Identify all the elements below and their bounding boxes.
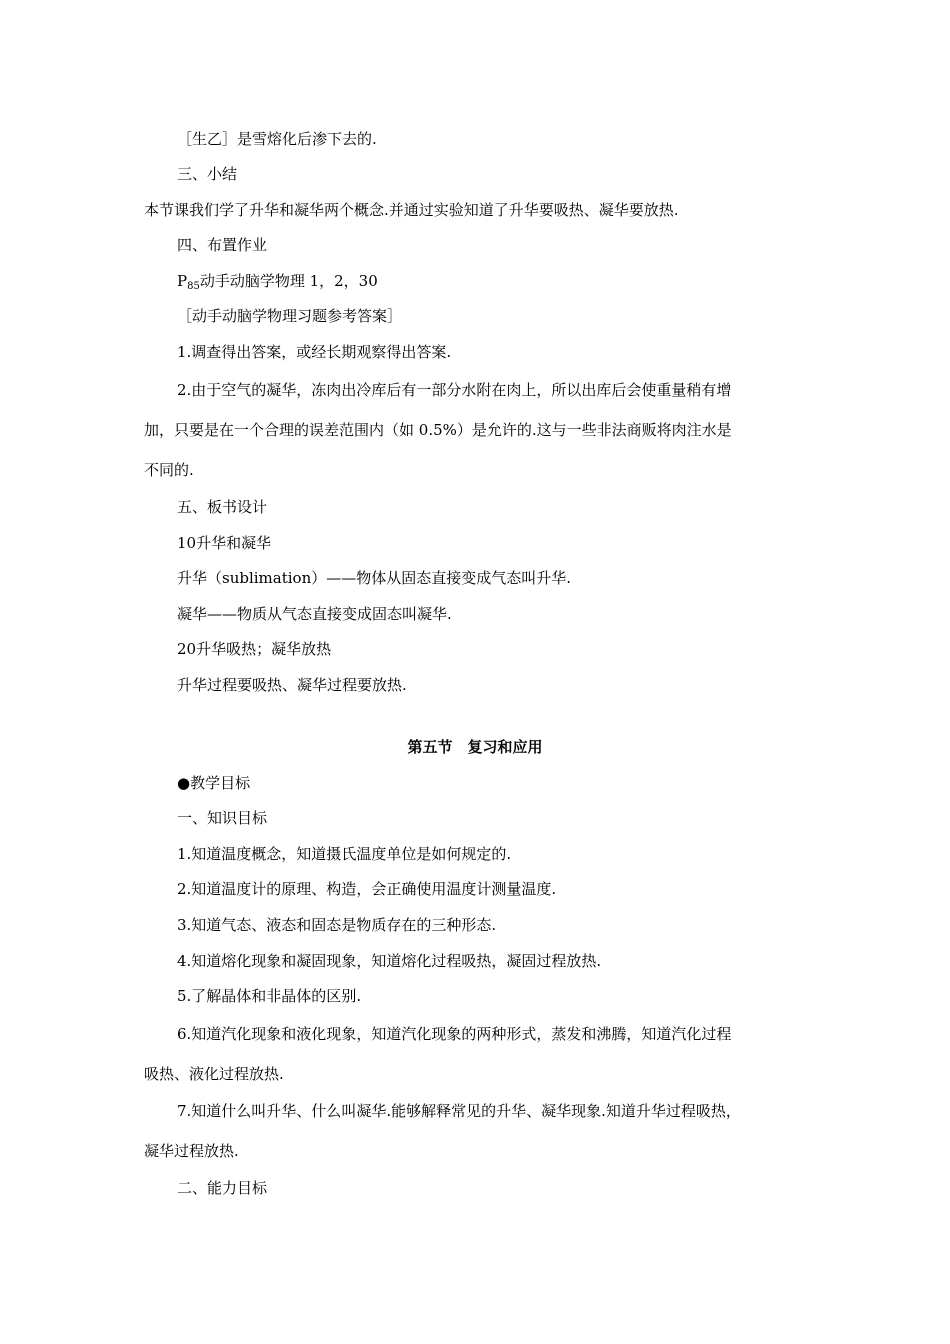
text-line: 10升华和凝华 — [177, 534, 272, 552]
list-item: 5.了解晶体和非晶体的区别. — [177, 987, 362, 1005]
text-line: ［生乙］是雪熔化后渗下去的. — [177, 130, 377, 148]
list-item: 6.知道汽化现象和液化现象，知道汽化现象的两种形式，蒸发和沸腾，知道汽化过程 — [177, 1025, 732, 1043]
list-item: 2.知道温度计的原理、构造，会正确使用温度计测量温度. — [177, 880, 557, 898]
text-fragment: P — [177, 272, 188, 290]
text-line: 本节课我们学了升华和凝华两个概念.并通过实验知道了升华要吸热、凝华要放热. — [144, 201, 679, 219]
text-line: ［动手动脑学物理习题参考答案］ — [177, 307, 403, 325]
text-line: 1.调查得出答案，或经长期观察得出答案. — [177, 343, 452, 361]
text-line: 不同的. — [144, 461, 194, 479]
subscript: 85 — [187, 281, 200, 292]
text-line — [177, 271, 378, 297]
text-line: 加，只要是在一个合理的误差范围内（如 0.5%）是允许的.这与一些非法商贩将肉注水是 — [144, 421, 732, 439]
list-item: 1.知道温度概念，知道摄氏温度单位是如何规定的. — [177, 845, 512, 863]
heading-homework: 四、布置作业 — [177, 236, 268, 254]
list-item-continued: 凝华过程放热. — [144, 1142, 239, 1160]
heading-knowledge-goals: 一、知识目标 — [177, 809, 268, 827]
heading-summary: 三、小结 — [177, 165, 238, 183]
text-line: 升华（sublimation）——物体从固态直接变成气态叫升华. — [177, 569, 572, 587]
list-item: 7.知道什么叫升华、什么叫凝华.能够解释常见的升华、凝华现象.知道升华过程吸热， — [177, 1102, 741, 1120]
list-item: 3.知道气态、液态和固态是物质存在的三种形态. — [177, 916, 497, 934]
text-fragment: 动手动脑学物理 1，2，30 — [199, 272, 378, 290]
list-item: 4.知道熔化现象和凝固现象，知道熔化过程吸热，凝固过程放热. — [177, 952, 602, 970]
text-line: 20升华吸热；凝华放热 — [177, 640, 332, 658]
heading-teaching-goals: ●教学目标 — [177, 774, 251, 792]
text-line: 2.由于空气的凝华，冻肉出冷库后有一部分水附在肉上，所以出库后会使重量稍有增 — [177, 381, 732, 399]
heading-board-design: 五、板书设计 — [177, 498, 268, 516]
section-title: 第五节 复习和应用 — [407, 738, 543, 756]
heading-ability-goals: 二、能力目标 — [177, 1179, 268, 1197]
list-item-continued: 吸热、液化过程放热. — [144, 1065, 284, 1083]
text-line: 升华过程要吸热、凝华过程要放热. — [177, 676, 407, 694]
text-line: 凝华——物质从气态直接变成固态叫凝华. — [177, 605, 452, 623]
